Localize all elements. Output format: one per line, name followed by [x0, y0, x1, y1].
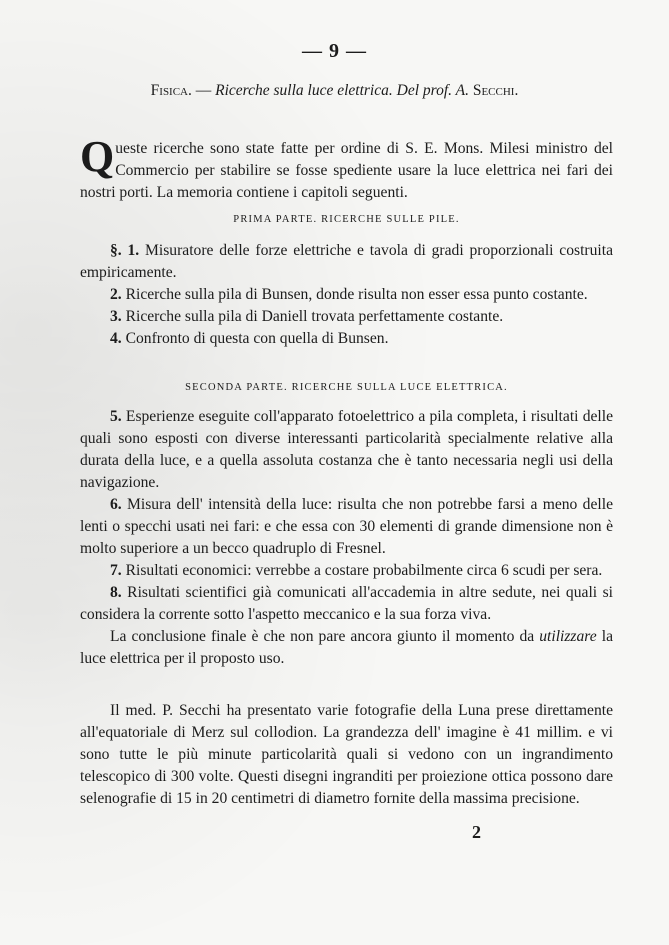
item-text: Risultati economici: verrebbe a costare probabilmente circa 6 scudi per sera. — [121, 562, 603, 579]
item-number: 6. — [110, 496, 122, 513]
conclusion-paragraph — [80, 626, 613, 670]
item-number: 5. — [110, 408, 122, 425]
heading-dash: — — [191, 82, 216, 99]
part-two — [80, 378, 613, 398]
heading-subject: Fisica. — [150, 82, 192, 99]
item-text: Ricerche sulla pila di Daniell trovata perfettamente costante. — [121, 308, 504, 325]
list-item — [80, 494, 613, 560]
part-two-items — [80, 406, 613, 670]
item-number: 3. — [110, 308, 122, 325]
drop-cap: Q — [80, 132, 115, 181]
list-item — [80, 306, 613, 328]
article-heading — [0, 82, 669, 100]
list-item — [80, 328, 613, 350]
heading-author: Secchi. — [468, 82, 519, 99]
list-item — [80, 560, 613, 582]
conclusion-italic: utilizzare — [539, 628, 597, 645]
second-article — [80, 700, 613, 810]
item-number: 2. — [110, 286, 122, 303]
second-article-paragraph: Il med. P. Secchi ha presentato varie fotografie della Luna prese direttamente all'equatoriale di Merz sul collodion. La grandezza dell' imagine è 41 millim. e vi sono tutte le più minute particolarità quali si vedono con un ingrandimento telescopico di 300 volte. Questi disegni ingranditi per proiezione ottica possono dare selenografie di 15 in 20 centimetri di diametro fornite della massima precisione. — [80, 702, 613, 807]
item-text: Esperienze eseguite coll'apparato fotoelettrico a pila completa, i risultati delle quali sono esposti con diverse interessanti particolarità specialmente relative alla durata della luce, e a quella assoluta costanza che è tanto necessaria negli usi della navigazione. — [80, 408, 613, 491]
list-item — [80, 582, 613, 626]
list-item — [80, 240, 613, 284]
article-body — [80, 132, 613, 204]
signature-mark: 2 — [472, 822, 481, 842]
conclusion-text-end: la luce elettrica per il proposto uso. — [80, 628, 613, 667]
part-one — [80, 210, 613, 230]
intro-text: ueste ricerche sono state fatte per ordine di S. E. Mons. Milesi ministro del Commercio per stabilire se fosse spediente usare la luce elettrica nei fari dei nostri porti. La memoria contiene i capitoli seguenti. — [80, 140, 613, 201]
item-text: Ricerche sulla pila di Bunsen, donde risulta non esser essa punto costante. — [121, 286, 588, 303]
item-text: Misuratore delle forze elettriche e tavola di gradi proporzionali costruita empiricamente. — [80, 242, 613, 281]
list-item — [80, 406, 613, 494]
item-number: 8. — [110, 584, 122, 601]
item-text: Risultati scientifici già comunicati all'accademia in altre sedute, nei quali si considera la corrente sotto l'aspetto meccanico e la sua forza viva. — [80, 584, 613, 623]
item-number: §. 1. — [110, 242, 140, 259]
part-one-title: PRIMA PARTE. RICERCHE SULLE PILE. — [233, 214, 460, 225]
heading-title: Ricerche sulla luce elettrica. Del prof. A. — [215, 82, 469, 99]
conclusion-text: La conclusione finale è che non pare ancora giunto il momento da — [110, 628, 540, 645]
page-number: — 9 — — [302, 40, 367, 62]
intro-paragraph — [80, 132, 613, 204]
list-item — [80, 284, 613, 306]
part-two-title: SECONDA PARTE. RICERCHE SULLA LUCE ELETTRICA. — [185, 382, 508, 393]
item-text: Confronto di questa con quella di Bunsen. — [121, 330, 389, 347]
item-text: Misura dell' intensità della luce: risulta che non potrebbe farsi a meno delle lenti o specchi usati nei fari: e che essa con 30 elementi di grande dimensione non è molto superiore a un becco quadruplo di Fresnel. — [80, 496, 613, 557]
part-one-items — [80, 240, 613, 350]
item-number: 7. — [110, 562, 122, 579]
item-number: 4. — [110, 330, 122, 347]
